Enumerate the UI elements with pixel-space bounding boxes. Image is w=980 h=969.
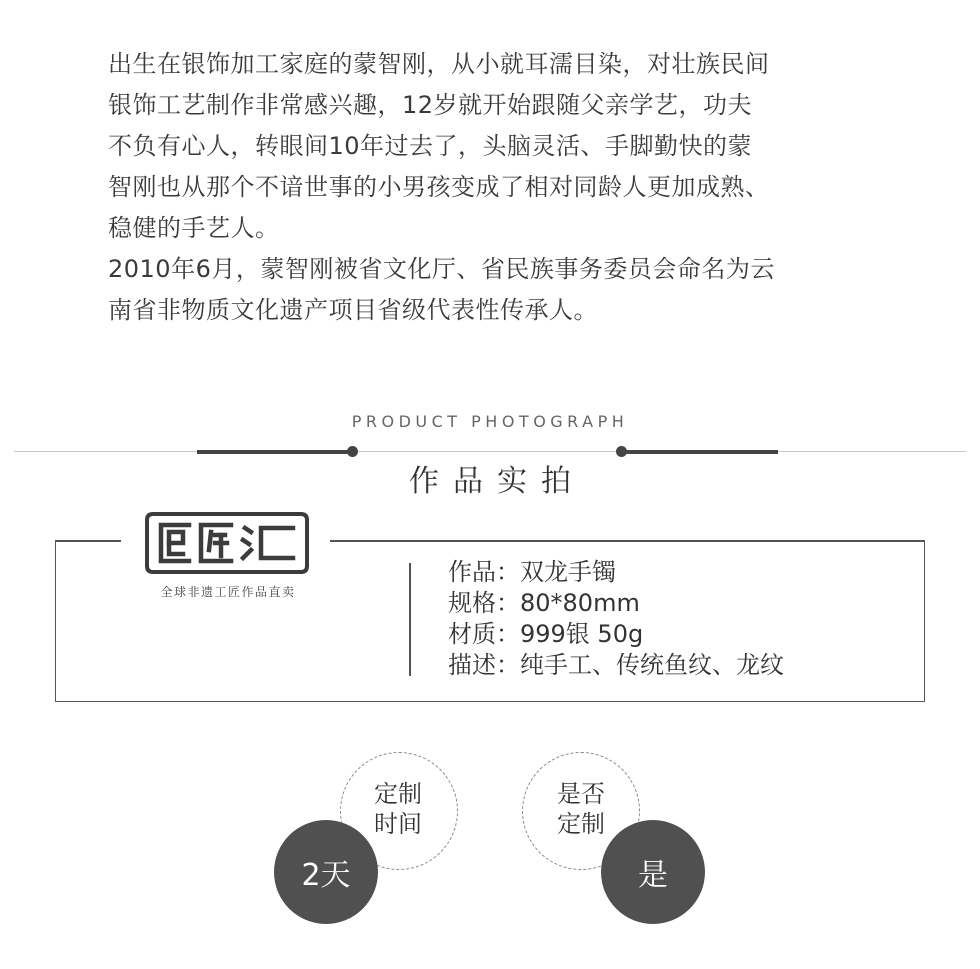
section-title-chinese: 作品实拍	[409, 464, 585, 499]
intro-line: 稳健的手艺人。	[108, 214, 280, 242]
section-divider	[14, 451, 966, 452]
custom-time-value-badge: 2天	[274, 820, 378, 924]
spec-row-work	[448, 557, 784, 588]
spec-label: 材质：	[448, 620, 520, 648]
spec-row-material	[448, 619, 784, 650]
spec-label: 作品：	[448, 558, 520, 586]
brand-logo	[143, 510, 311, 576]
intro-line: 2010年6月，蒙智刚被省文化厅、省民族事务委员会命名为云	[108, 255, 775, 283]
product-specs	[448, 557, 784, 681]
section-title-english: PRODUCT PHOTOGRAPH	[351, 412, 629, 431]
info-box-top-border-left	[55, 540, 121, 542]
section-accent-bar-right	[621, 450, 778, 454]
spec-label: 描述：	[448, 651, 520, 679]
custom-time-label-line: 定制	[374, 780, 422, 808]
intro-line: 南省非物质文化遗产项目省级代表性传承人。	[108, 296, 598, 324]
spec-value: 纯手工、传统鱼纹、龙纹	[520, 651, 784, 679]
info-vertical-divider	[409, 563, 411, 676]
spec-value: 999银 50g	[520, 620, 644, 648]
info-box-top-border-right	[330, 540, 925, 542]
intro-line: 不负有心人，转眼间10年过去了，头脑灵活、手脚勤快的蒙	[108, 132, 753, 160]
spec-row-description	[448, 650, 784, 681]
brand-tagline: 全球非遗工匠作品直卖	[160, 585, 296, 599]
customizable-value-badge: 是	[601, 820, 705, 924]
section-accent-bar-left	[197, 450, 352, 454]
custom-time-label-line: 时间	[374, 810, 422, 838]
intro-line: 银饰工艺制作非常感兴趣，12岁就开始跟随父亲学艺，功夫	[108, 91, 753, 119]
spec-value: 80*80mm	[520, 589, 640, 617]
intro-line: 出生在银饰加工家庭的蒙智刚，从小就耳濡目染，对壮族民间	[108, 50, 770, 78]
spec-value: 双龙手镯	[520, 558, 616, 586]
spec-row-size	[448, 588, 784, 619]
customizable-label-line: 定制	[557, 810, 605, 838]
intro-line: 智刚也从那个不谙世事的小男孩变成了相对同龄人更加成熟、	[108, 173, 770, 201]
custom-time-label	[358, 779, 438, 839]
customizable-label-line: 是否	[557, 780, 605, 808]
customizable-label	[541, 779, 621, 839]
intro-text	[108, 44, 908, 331]
spec-label: 规格：	[448, 589, 520, 617]
